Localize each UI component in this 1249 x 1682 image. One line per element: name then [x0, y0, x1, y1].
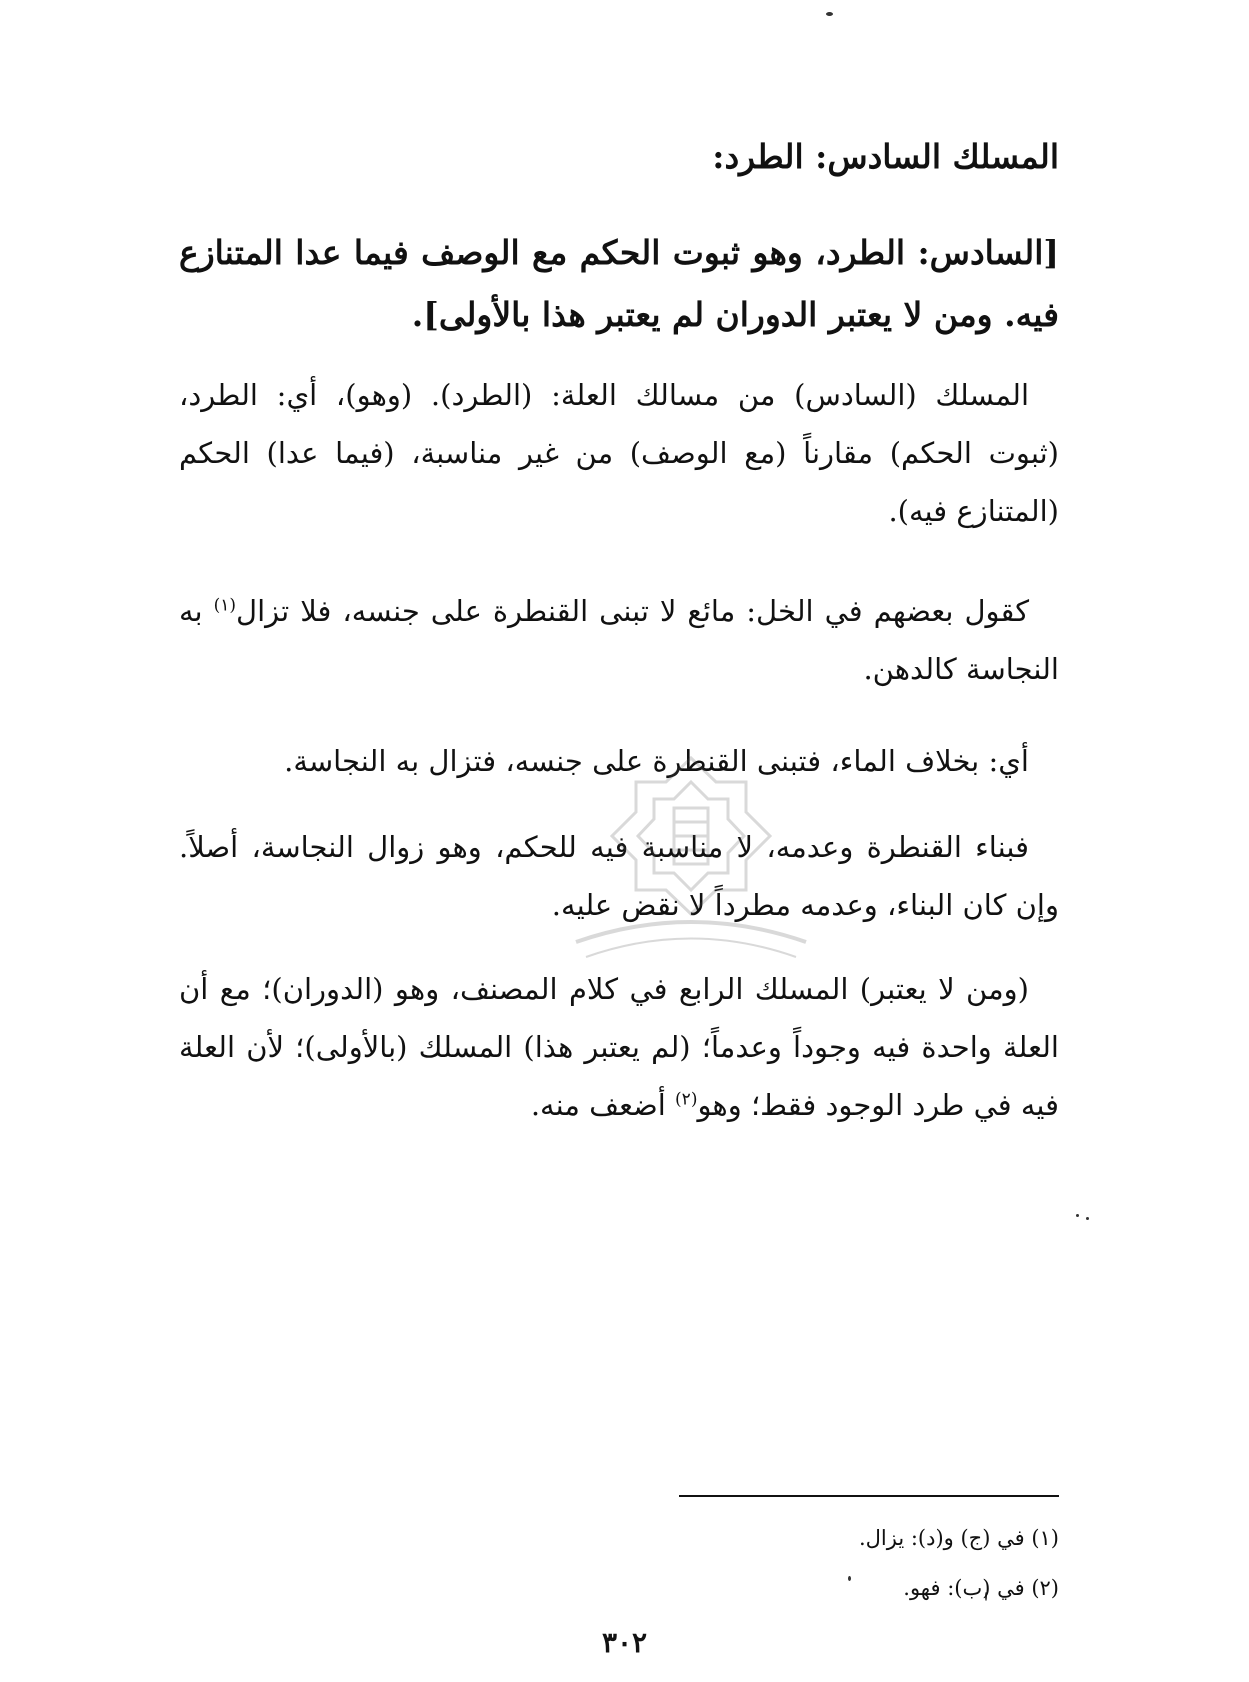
page-number: ٣٠٢	[601, 1626, 648, 1659]
paragraph-5-text: (ومن لا يعتبر) المسلك الرابع في كلام المصنف، وهو (الدوران)؛ مع أن العلة واحدة فيه وجوداً وعدماً؛ (لم يعتبر هذا) المسلك (بالأولى)؛ لأن العلة فيه في طرد الوجود فقط؛ وهو	[179, 972, 1059, 1122]
footnote-separator	[679, 1495, 1059, 1497]
paragraph-5-text-cont: أضعف منه.	[530, 1088, 676, 1122]
footnote-marker-1[interactable]: (١)	[213, 595, 237, 616]
watermark-logo	[556, 752, 826, 982]
commentary-paragraph-2	[179, 582, 1059, 698]
commentary-paragraph-1: المسلك (السادس) من مسالك العلة: (الطرد). (وهو)، أي: الطرد، (ثبوت الحكم) مقارناً (مع الوصف) من غير مناسبة، (فيما عدا) الحكم (المتنازع فيه).	[179, 378, 1059, 528]
section-heading: المسلك السادس: الطرد:	[712, 137, 1059, 176]
commentary-paragraph-3: أي: بخلاف الماء، فتبنى القنطرة على جنسه، فتزال به النجاسة.	[284, 744, 1029, 778]
footnotes	[459, 1513, 1059, 1613]
matn-text: [السادس: الطرد، وهو ثبوت الحكم مع الوصف فيما عدا المتنازع فيه. ومن لا يعتبر الدوران لم يعتبر هذا بالأولى].	[179, 233, 1059, 334]
paragraph-2-text: كقول بعضهم في الخل: مائع لا تبنى القنطرة على جنسه، فلا تزال	[236, 594, 1029, 628]
commentary-paragraph-5	[179, 960, 1059, 1134]
footnote-marker-2[interactable]: (٢)	[675, 1089, 698, 1110]
scan-speck	[826, 12, 833, 16]
scan-speck	[1086, 1217, 1089, 1220]
footnote-1: (١) في (ج) و(د): يزال.	[858, 1526, 1059, 1550]
paragraph-2-text-cont: به النجاسة كالدهن.	[179, 594, 1059, 686]
scan-speck	[1076, 1214, 1079, 1217]
commentary-paragraph-4: فبناء القنطرة وعدمه، لا مناسبة فيه للحكم، وهو زوال النجاسة، أصلاً. وإن كان البناء، وعدمه مطرداً لا نقض عليه.	[179, 830, 1059, 922]
footnote-2: (٢) في (ب): فهو.	[903, 1576, 1059, 1600]
